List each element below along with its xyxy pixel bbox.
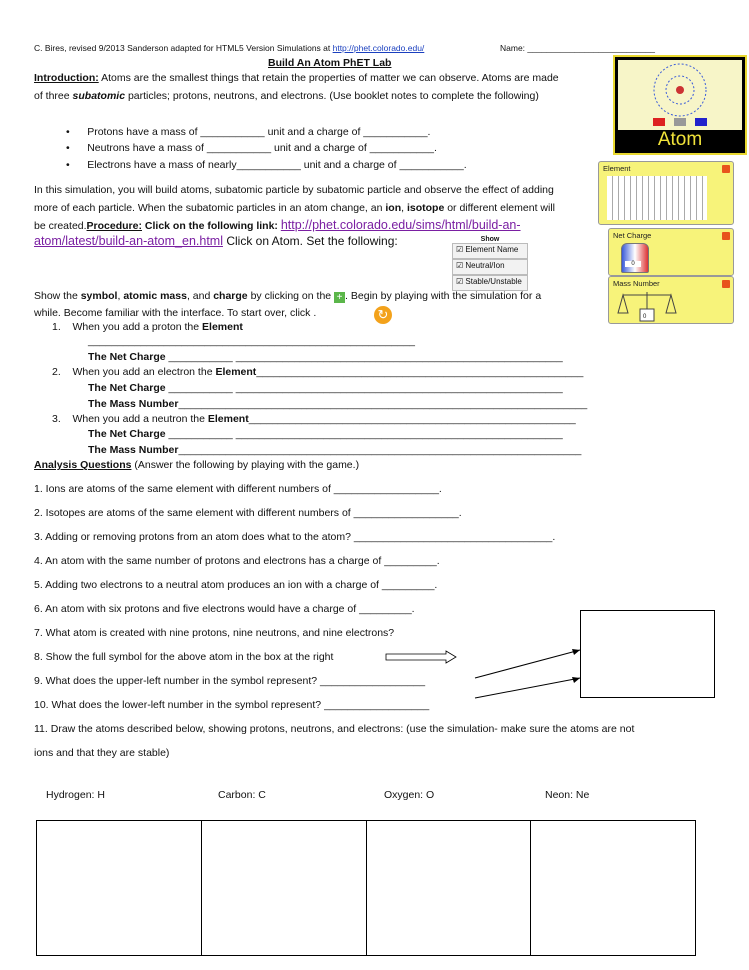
carbon-label: Carbon: C: [218, 789, 266, 801]
minimize-icon[interactable]: [722, 232, 730, 240]
minimize-icon[interactable]: [722, 165, 730, 173]
charge-readout: 0: [625, 261, 641, 267]
question-7: 7. What atom is created with nine protons, nine neutrons, and nine electrons?: [34, 627, 395, 639]
t: atomic mass: [123, 290, 187, 302]
bullet-text: Electrons have a mass of nearly___________ unit and a charge of ___________.: [87, 159, 467, 171]
atom-canvas: [618, 60, 742, 130]
sim-link-cont[interactable]: atom/latest/build-an-atom_en.html: [34, 234, 223, 248]
panel-title: Net Charge: [613, 231, 652, 240]
show-line1: [34, 290, 541, 303]
question-5: 5. Adding two electrons to a neutral atom produces an ion with a charge of _________.: [34, 579, 438, 591]
credit-text: C. Bires, revised 9/2013 Sanderson adapted for HTML5 Version Simulations at: [34, 43, 333, 53]
panel-title: Mass Number: [613, 279, 660, 288]
ion-term: ion: [385, 202, 402, 214]
t: The Net Charge: [88, 382, 166, 394]
t: or different element will: [444, 202, 555, 214]
t: be created.: [34, 220, 87, 232]
intro-label: Introduction:: [34, 72, 99, 84]
panel-title: Element: [603, 164, 631, 173]
t: (Answer the following by playing with the game.): [131, 459, 360, 471]
intro-text: Atoms are the smallest things that retain the properties of matter we can observe. Atoms are made: [98, 72, 559, 84]
net-charge-line[interactable]: [88, 382, 563, 394]
para-line2: [34, 202, 555, 214]
question-3: 3. Adding or removing protons from an atom does what to the atom? __________________________________.: [34, 531, 556, 543]
net-charge-panel: [608, 228, 734, 276]
neutral-ion-checkbox[interactable]: ☑ Neutral/Ion: [452, 259, 528, 275]
neon-drawing-box[interactable]: [531, 821, 695, 955]
subatomic-term: subatomic: [72, 90, 126, 102]
t: ________________________________________________________: [248, 413, 576, 425]
t: When you add a neutron the: [72, 413, 208, 425]
question-4: 4. An atom with the same number of protons and electrons has a charge of _________.: [34, 555, 440, 567]
question-1: 1. Ions are atoms of the same element with different numbers of __________________.: [34, 483, 442, 495]
t: more of each particle. When the subatomic particles in an atom change, an: [34, 202, 386, 214]
para-line1: In this simulation, you will build atoms, subatomic particle by subatomic particle and observe the effect of adding: [34, 184, 554, 196]
bullet-1: • Protons have a mass of ___________ unit and a charge of ___________.: [66, 126, 431, 138]
page-title: Build An Atom PhET Lab: [268, 57, 392, 69]
arrows-icon: [380, 600, 590, 700]
sim-link[interactable]: http://phet.colorado.edu/sims/html/build-an-: [280, 218, 521, 232]
t: . Begin by playing with the simulation for a: [345, 290, 542, 302]
mass-number-line[interactable]: The Mass Number______________________________________________________________________: [88, 398, 588, 410]
mass-number-line[interactable]: The Mass Number_____________________________________________________________________: [88, 444, 582, 456]
t: ________________________________________________________: [178, 444, 506, 456]
t: , and: [186, 290, 214, 302]
t: Element: [207, 413, 249, 425]
phet-link[interactable]: http://phet.colorado.edu/: [332, 43, 425, 53]
bullet-3: • Electrons have a mass of nearly___________ unit and a charge of ___________.: [66, 159, 467, 171]
t: Show the: [34, 290, 81, 302]
t: particles; protons, neutrons, and electrons. (Use booklet notes to complete the following): [125, 90, 539, 102]
minimize-icon[interactable]: [722, 280, 730, 288]
question-2: 2. Isotopes are atoms of the same element with different numbers of __________________.: [34, 507, 462, 519]
t: The Mass Number: [88, 398, 179, 410]
periodic-table-icon: [607, 176, 707, 220]
para-line3: [34, 218, 521, 232]
hydrogen-drawing-box[interactable]: [37, 821, 202, 955]
plus-icon: +: [334, 292, 345, 303]
t: Element: [215, 366, 257, 378]
carbon-drawing-box[interactable]: [202, 821, 367, 955]
t: When you add an electron the: [72, 366, 216, 378]
show-panel: [452, 236, 528, 291]
t: Click on the following link:: [141, 220, 281, 232]
t: charge: [213, 290, 248, 302]
step-3: [52, 413, 576, 425]
t: 1.: [52, 321, 61, 333]
para-line4: [34, 234, 398, 248]
t: Click on Atom. Set the following:: [222, 234, 398, 248]
t: The Mass Number: [88, 444, 179, 456]
net-charge-line[interactable]: [88, 351, 563, 363]
oxygen-label: Oxygen: O: [384, 789, 435, 801]
hydrogen-label: Hydrogen: H: [46, 789, 105, 801]
show-line2: while. Become familiar with the interface. To start over, click .: [34, 307, 317, 319]
procedure-label: Procedure:: [86, 220, 142, 232]
bullet-text: Protons have a mass of ___________ unit and a charge of ___________.: [87, 126, 431, 138]
answer-line[interactable]: ________________________________________________________: [88, 335, 416, 347]
net-charge-line[interactable]: [88, 428, 563, 440]
t: ,: [117, 290, 124, 302]
charge-meter-icon: [621, 243, 649, 273]
atom-label: Atom: [657, 129, 703, 150]
t: ___________: [165, 428, 236, 440]
question-9: 9. What does the upper-left number in the symbol represent? __________________: [34, 675, 426, 687]
neon-label: Neon: Ne: [545, 789, 590, 801]
t: 2.: [52, 366, 61, 378]
t: by clicking on the: [247, 290, 335, 302]
t: symbol: [80, 290, 118, 302]
t: The Net Charge: [88, 351, 166, 363]
t: 3.: [52, 413, 61, 425]
t: When you add a proton the: [72, 321, 203, 333]
t: Element: [202, 321, 243, 333]
t: ________________________________________________________: [256, 366, 584, 378]
t: of three: [34, 90, 73, 102]
question-6: 6. An atom with six protons and five electrons would have a charge of _________.: [34, 603, 415, 615]
question-10: 10. What does the lower-left number in the symbol represent? __________________: [34, 699, 430, 711]
element-panel: [598, 161, 734, 225]
bullet-text: Neutrons have a mass of ___________ unit and a charge of ___________.: [87, 142, 437, 154]
symbol-answer-box[interactable]: [580, 610, 715, 698]
t: ________________________________________________________: [235, 382, 563, 394]
name-field[interactable]: Name: ___________________________: [500, 43, 656, 53]
t: ,: [401, 202, 407, 214]
oxygen-drawing-box[interactable]: [367, 821, 532, 955]
t: ___________: [165, 351, 236, 363]
scale-icon: [617, 289, 677, 323]
t: Analysis Questions: [34, 459, 132, 471]
atom-drawing-grid: [36, 820, 696, 956]
question-8: 8. Show the full symbol for the above atom in the box at the right: [34, 651, 334, 663]
analysis-heading: [34, 459, 359, 471]
t: ________________________________________________________: [178, 398, 506, 410]
step-2: [52, 366, 583, 378]
isotope-term: isotope: [406, 202, 445, 214]
t: The Net Charge: [88, 428, 166, 440]
mass-readout: 0: [643, 314, 647, 320]
t: ________________________________________________________: [235, 428, 563, 440]
header-credit: [34, 43, 424, 53]
reset-icon: ↻: [374, 306, 392, 324]
question-11-cont: ions and that they are stable): [34, 747, 170, 759]
mass-number-panel: [608, 276, 734, 324]
question-11: 11. Draw the atoms described below, showing protons, neutrons, and electrons: (use the simulation- make sure the atoms are not: [34, 723, 635, 735]
show-title: Show: [480, 236, 500, 243]
t: ________________________________________________________: [235, 351, 563, 363]
step-1: [52, 321, 243, 333]
intro-line2: [34, 90, 539, 102]
stable-unstable-checkbox[interactable]: ☑ Stable/Unstable: [452, 275, 528, 291]
t: ___________: [165, 382, 236, 394]
intro-line1: [34, 72, 559, 84]
atom-sim-thumbnail: [613, 55, 747, 155]
atom-diagram-icon: [618, 60, 742, 130]
bullet-2: • Neutrons have a mass of ___________ unit and a charge of ___________.: [66, 142, 437, 154]
element-name-checkbox[interactable]: ☑ Element Name: [452, 243, 528, 259]
